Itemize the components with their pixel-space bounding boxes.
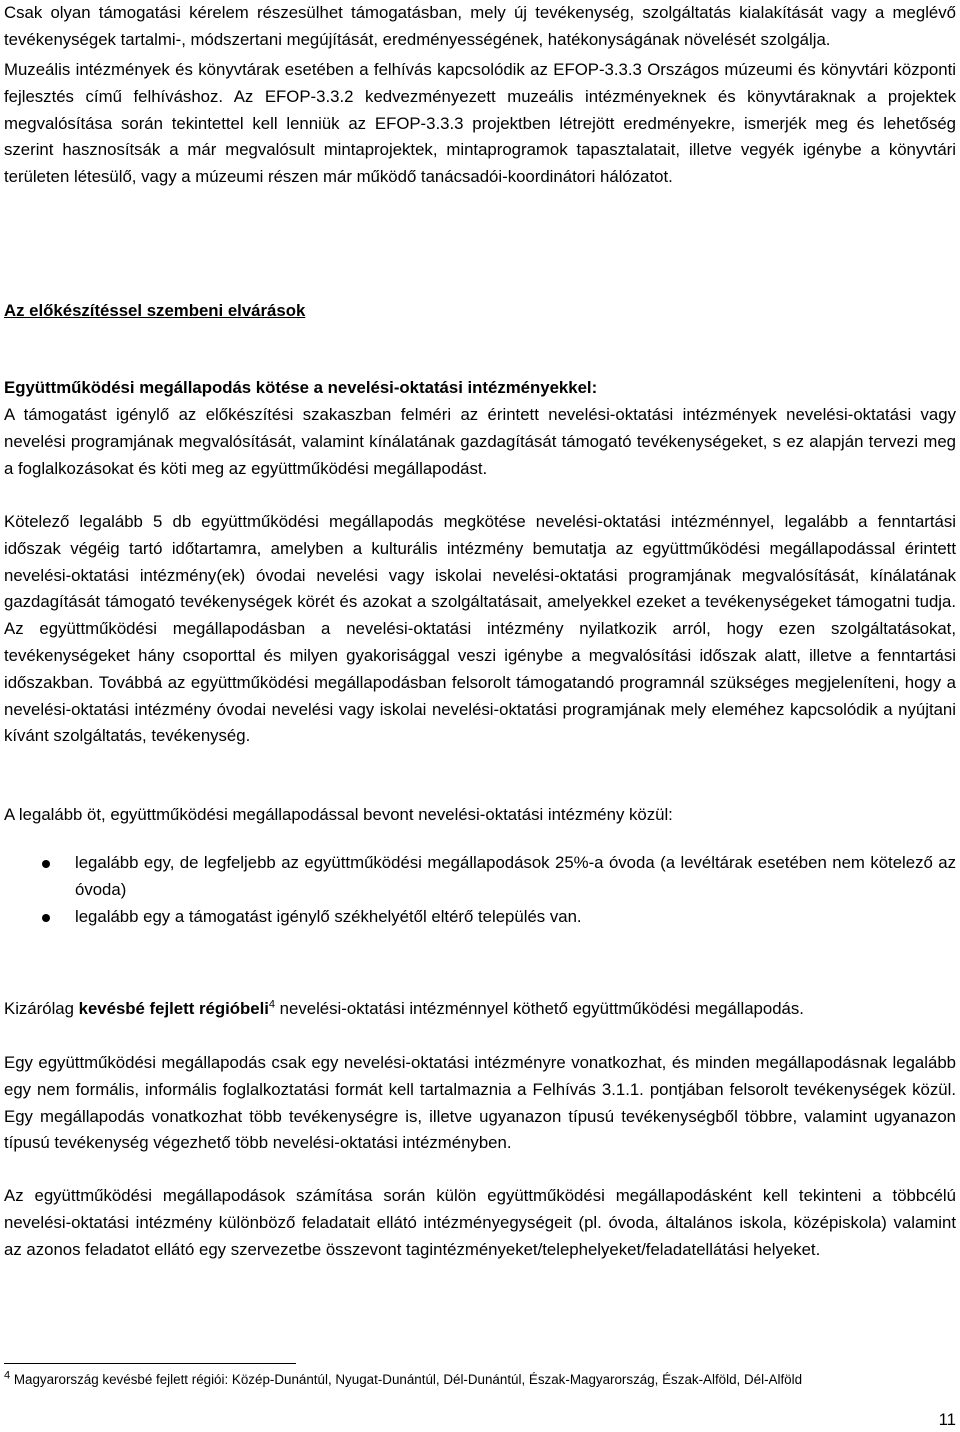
subheading: Együttműködési megállapodás kötése a nevelési-oktatási intézményekkel:: [4, 378, 598, 397]
list-item: [4, 850, 956, 904]
bold-term: kevésbé fejlett régióbeli: [78, 999, 269, 1018]
paragraph-calculation: Az együttműködési megállapodások számítása során külön együttműködési megállapodásként kell tekinteni a többcélú nevelési-oktatási intézmény különböző feladatait ellátó intézményegységeit (pl. óvoda, általános iskola, középiskola) valamint az azonos feladatot ellátó egy szervezetbe összevont tagintézményeket/telephelyeket/feladatellátási helyeket.: [4, 1186, 956, 1259]
document-page: [4, 0, 956, 1432]
bullet-list: [4, 850, 956, 930]
text-run: nevelési-oktatási intézménnyel köthető együttműködési megállapodás.: [275, 999, 804, 1018]
efop-paragraph: Muzeális intézmények és könyvtárak esetében a felhívás kapcsolódik az EFOP-3.3.3 Országos múzeumi és könyvtári központi fejlesztés című felhíváshoz. Az EFOP-3.3.2 kedvezményezett muzeális intézményeknek és könyvtáraknak a projektek megvalósítása során tekintettel kell lenniük az EFOP-3.3.3 projektben létrejött eredményekre, ismerjék meg és lehetőség szerint hasznosítsák a már megvalósult mintaprojektek, mintaprogramok tapasztalatait, illetve vegyék igénybe a könyvtári területen létesülő, vagy a múzeumi részen már működő tanácsadói-koordinátori hálózatot.: [4, 60, 956, 187]
section-heading: Az előkészítéssel szembeni elvárások: [4, 301, 306, 320]
footnote: [4, 1371, 956, 1389]
bullet-icon: [42, 860, 50, 868]
paragraph-five-institutions: A legalább öt, együttműködési megállapodással bevont nevelési-oktatási intézmény közül:: [4, 805, 673, 824]
bullet-icon: [42, 914, 50, 922]
footnote-separator: [4, 1363, 296, 1364]
intro-paragraph: Csak olyan támogatási kérelem részesülhet támogatásban, mely új tevékenység, szolgáltatás kialakítását vagy a meglévő tevékenységek tartalmi-, módszertani megújítását, eredményességének, hatékonyságának növelését szolgálja.: [4, 3, 956, 49]
paragraph-assessment: A támogatást igénylő az előkészítési szakaszban felméri az érintett nevelési-oktatási intézmények nevelési-oktatási vagy nevelési programjának megvalósítását, valamint kínálatának gazdagítását támogató tevékenységeket, s ez alapján tervezi meg a foglalkozásokat és köti meg az együttműködési megállapodást.: [4, 405, 956, 478]
text-run: Kizárólag: [4, 999, 79, 1018]
footnote-text: Magyarország kevésbé fejlett régiói: Közép-Dunántúl, Nyugat-Dunántúl, Dél-Dunántúl, Észak-Magyarország, Észak-Alföld, Dél-Alföld: [10, 1372, 803, 1387]
page-number: 11: [938, 1410, 956, 1429]
footnote-marker: 4: [4, 1369, 11, 1382]
list-item-text: legalább egy, de legfeljebb az együttműködési megállapodások 25%-a óvoda (a levéltárak esetében nem kötelező az óvoda): [75, 853, 956, 899]
list-item: [4, 904, 956, 931]
paragraph-single-institution: Egy együttműködési megállapodás csak egy nevelési-oktatási intézményre vonatkozhat, és minden megállapodásnak legalább egy nem formális, informális foglalkoztatási formát kell tartalmaznia a Felhívás 3.1.1. pontjában felsorolt tevékenységek közül. Egy megállapodás vonatkozhat több tevékenységre is, illetve ugyanazon típusú tevékenységből többre, valamint ugyanazon típusú tevékenység végezhető több nevelési-oktatási intézményben.: [4, 1053, 956, 1153]
footnote-reference: 4: [268, 998, 276, 1011]
paragraph-less-developed: [4, 996, 956, 1023]
list-item-text: legalább egy a támogatást igénylő székhelyétől eltérő település van.: [75, 906, 582, 926]
paragraph-mandatory-agreements: Kötelező legalább 5 db együttműködési megállapodás megkötése nevelési-oktatási intézménnyel, legalább a fenntartási időszak végéig tartó időtartamra, amelyben a kulturális intézmény bemutatja az együttműködési megállapodással érintett nevelési-oktatási intézmény(ek) óvodai nevelési vagy iskolai nevelési-oktatási programjának megvalósítását, kínálatának gazdagítását támogató tevékenységek körét és azokat a szolgáltatásait, amelyekkel ezeket a tevékenységeket támogatni tudja. Az együttműködési megállapodásban a nevelési-oktatási intézmény nyilatkozik arról, hogy ezen szolgáltatásokat, tevékenységeket hány csoporttal és milyen gyakorisággal veszi igénybe a megvalósítási időszak alatt, illetve a fenntartási időszakban. Továbbá az együttműködési megállapodásban felsorolt támogatandó programnál szükséges megjeleníteni, hogy a nevelési-oktatási intézmény óvodai nevelési vagy iskolai nevelési-oktatási programjának mely eleméhez kapcsolódik a nyújtani kívánt szolgáltatás, tevékenység.: [4, 512, 956, 746]
